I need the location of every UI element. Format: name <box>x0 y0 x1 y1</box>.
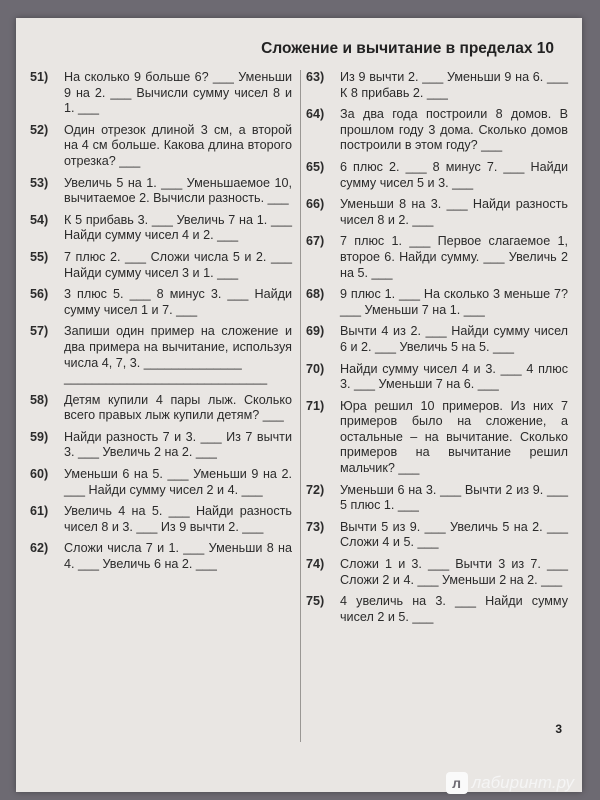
exercise-number: 62) <box>30 541 49 556</box>
exercise-item <box>30 467 292 498</box>
exercise-text: Детям купили 4 пары лыж. Сколько всего правых лыж купили детям? ___ <box>64 392 292 423</box>
exercise-text: Юра решил 10 примеров. Из них 7 примеров было на сложение, а остальные – на вычитание. Сколько примеров на вычитание решил мальчик? ___ <box>340 398 568 476</box>
exercise-item <box>306 483 568 514</box>
exercise-text: Найди разность 7 и 3. ___ Из 7 вычти 3. ___ Увеличь 2 на 2. ___ <box>64 429 292 460</box>
exercise-number: 57) <box>30 324 49 339</box>
page-title: Сложение и вычитание в пределах 10 <box>261 40 554 57</box>
exercise-text: 3 плюс 5. ___ 8 минус 3. ___ Найди сумму чисел 1 и 7. ___ <box>64 287 292 317</box>
exercise-number: 68) <box>306 287 325 302</box>
exercise-number: 64) <box>306 107 325 122</box>
exercise-item <box>30 70 292 117</box>
exercise-text: Запиши один пример на сложение и два примера на вычитание, используя числа 4, 7, 3. ______________ _____________________________ <box>64 324 292 386</box>
exercise-text: Сложи числа 7 и 1. ___ Уменьши 8 на 4. ___ Увеличь 6 на 2. ___ <box>64 541 292 572</box>
column-divider <box>300 70 301 742</box>
exercise-item <box>306 234 568 281</box>
exercise-item <box>30 393 292 424</box>
exercise-item <box>30 213 292 244</box>
right-column <box>306 70 568 631</box>
exercise-text: Уменьши 6 на 5. ___ Уменьши 9 на 2. ___ Найди сумму чисел 2 и 4. ___ <box>64 467 292 497</box>
labirint-logo-icon <box>446 772 468 794</box>
exercise-number: 71) <box>306 398 325 413</box>
exercise-text: За два года построили 8 домов. В прошлом году 3 дома. Сколько домов построили в этом году? ___ <box>340 107 568 153</box>
exercise-item <box>306 160 568 191</box>
exercise-number: 66) <box>306 197 325 212</box>
exercise-text: Найди сумму чисел 4 и 3. ___ 4 плюс 3. ___ Уменьши 7 на 6. ___ <box>340 361 568 392</box>
exercise-text: Уменьши 8 на 3. ___ Найди разность чисел 8 и 2. ___ <box>340 197 568 227</box>
exercise-text: Увеличь 4 на 5. ___ Найди разность чисел 8 и 3. ___ Из 9 вычти 2. ___ <box>64 504 292 534</box>
exercise-text: К 5 прибавь 3. ___ Увеличь 7 на 1. ___ Найди сумму чисел 4 и 2. ___ <box>64 212 292 243</box>
exercise-number: 53) <box>30 175 49 190</box>
exercise-text: 4 увеличь на 3. ___ Найди сумму чисел 2 и 5. ___ <box>340 594 568 624</box>
exercise-number: 58) <box>30 392 49 407</box>
exercise-item <box>30 123 292 170</box>
exercise-number: 74) <box>306 557 325 572</box>
exercise-text: Один отрезок длиной 3 см, а второй на 4 см больше. Какова длина второго отрезка? ___ <box>64 122 292 168</box>
exercise-text: На сколько 9 больше 6? ___ Уменьши 9 на 2. ___ Вычисли сумму чисел 8 и 1. ___ <box>64 70 292 116</box>
exercise-item <box>306 399 568 477</box>
exercise-item <box>306 70 568 101</box>
exercise-number: 67) <box>306 234 325 249</box>
exercise-item <box>30 504 292 535</box>
exercise-number: 54) <box>30 212 49 227</box>
exercise-text: Из 9 вычти 2. ___ Уменьши 9 на 6. ___ К 8 прибавь 2. ___ <box>340 70 568 100</box>
exercise-item <box>306 362 568 393</box>
exercise-text: Вычти 4 из 2. ___ Найди сумму чисел 6 и 2. ___ Увеличь 5 на 5. ___ <box>340 324 568 354</box>
exercise-item <box>30 541 292 572</box>
exercise-number: 61) <box>30 504 49 519</box>
exercise-item <box>30 176 292 207</box>
exercise-item <box>30 287 292 318</box>
exercise-text: 6 плюс 2. ___ 8 минус 7. ___ Найди сумму чисел 5 и 3. ___ <box>340 159 568 190</box>
exercise-number: 63) <box>306 70 325 84</box>
exercise-number: 60) <box>30 467 49 482</box>
exercise-item <box>306 287 568 318</box>
exercise-item <box>306 107 568 154</box>
exercise-number: 55) <box>30 249 49 264</box>
exercise-text: Увеличь 5 на 1. ___ Уменьшаемое 10, вычитаемое 2. Вычисли разность. ___ <box>64 175 292 206</box>
left-column <box>30 70 292 579</box>
exercise-item <box>306 594 568 625</box>
exercise-number: 56) <box>30 287 49 302</box>
watermark <box>446 772 574 794</box>
exercise-item <box>306 557 568 588</box>
exercise-number: 69) <box>306 324 325 339</box>
exercise-number: 72) <box>306 482 325 497</box>
exercise-text: Уменьши 6 на 3. ___ Вычти 2 из 9. ___ 5 плюс 1. ___ <box>340 482 568 513</box>
exercise-number: 73) <box>306 519 325 534</box>
exercise-number: 59) <box>30 429 49 444</box>
exercise-text: Сложи 1 и 3. ___ Вычти 3 из 7. ___ Сложи 2 и 4. ___ Уменьши 2 на 2. ___ <box>340 557 568 587</box>
logo-letter: л <box>452 775 462 791</box>
watermark-text: лабиринт.ру <box>471 773 574 792</box>
exercise-number: 52) <box>30 122 49 137</box>
workbook-page <box>16 18 582 792</box>
exercise-number: 75) <box>306 594 325 609</box>
exercise-number: 70) <box>306 361 325 376</box>
exercise-item <box>306 520 568 551</box>
exercise-text: 7 плюс 2. ___ Сложи числа 5 и 2. ___ Найди сумму чисел 3 и 1. ___ <box>64 249 292 280</box>
exercise-item <box>306 324 568 355</box>
exercise-number: 65) <box>306 159 325 174</box>
exercise-item <box>30 430 292 461</box>
exercise-item <box>30 250 292 281</box>
exercise-number: 51) <box>30 70 49 84</box>
exercise-text: Вычти 5 из 9. ___ Увеличь 5 на 2. ___ Сложи 4 и 5. ___ <box>340 519 568 550</box>
exercise-text: 7 плюс 1. ___ Первое слагаемое 1, второе 6. Найди сумму. ___ Увеличь 2 на 5. ___ <box>340 234 568 280</box>
exercise-item <box>306 197 568 228</box>
page-number: 3 <box>555 722 562 736</box>
exercise-item <box>30 324 292 386</box>
exercise-text: 9 плюс 1. ___ На сколько 3 меньше 7? ___ Уменьши 7 на 1. ___ <box>340 287 568 317</box>
